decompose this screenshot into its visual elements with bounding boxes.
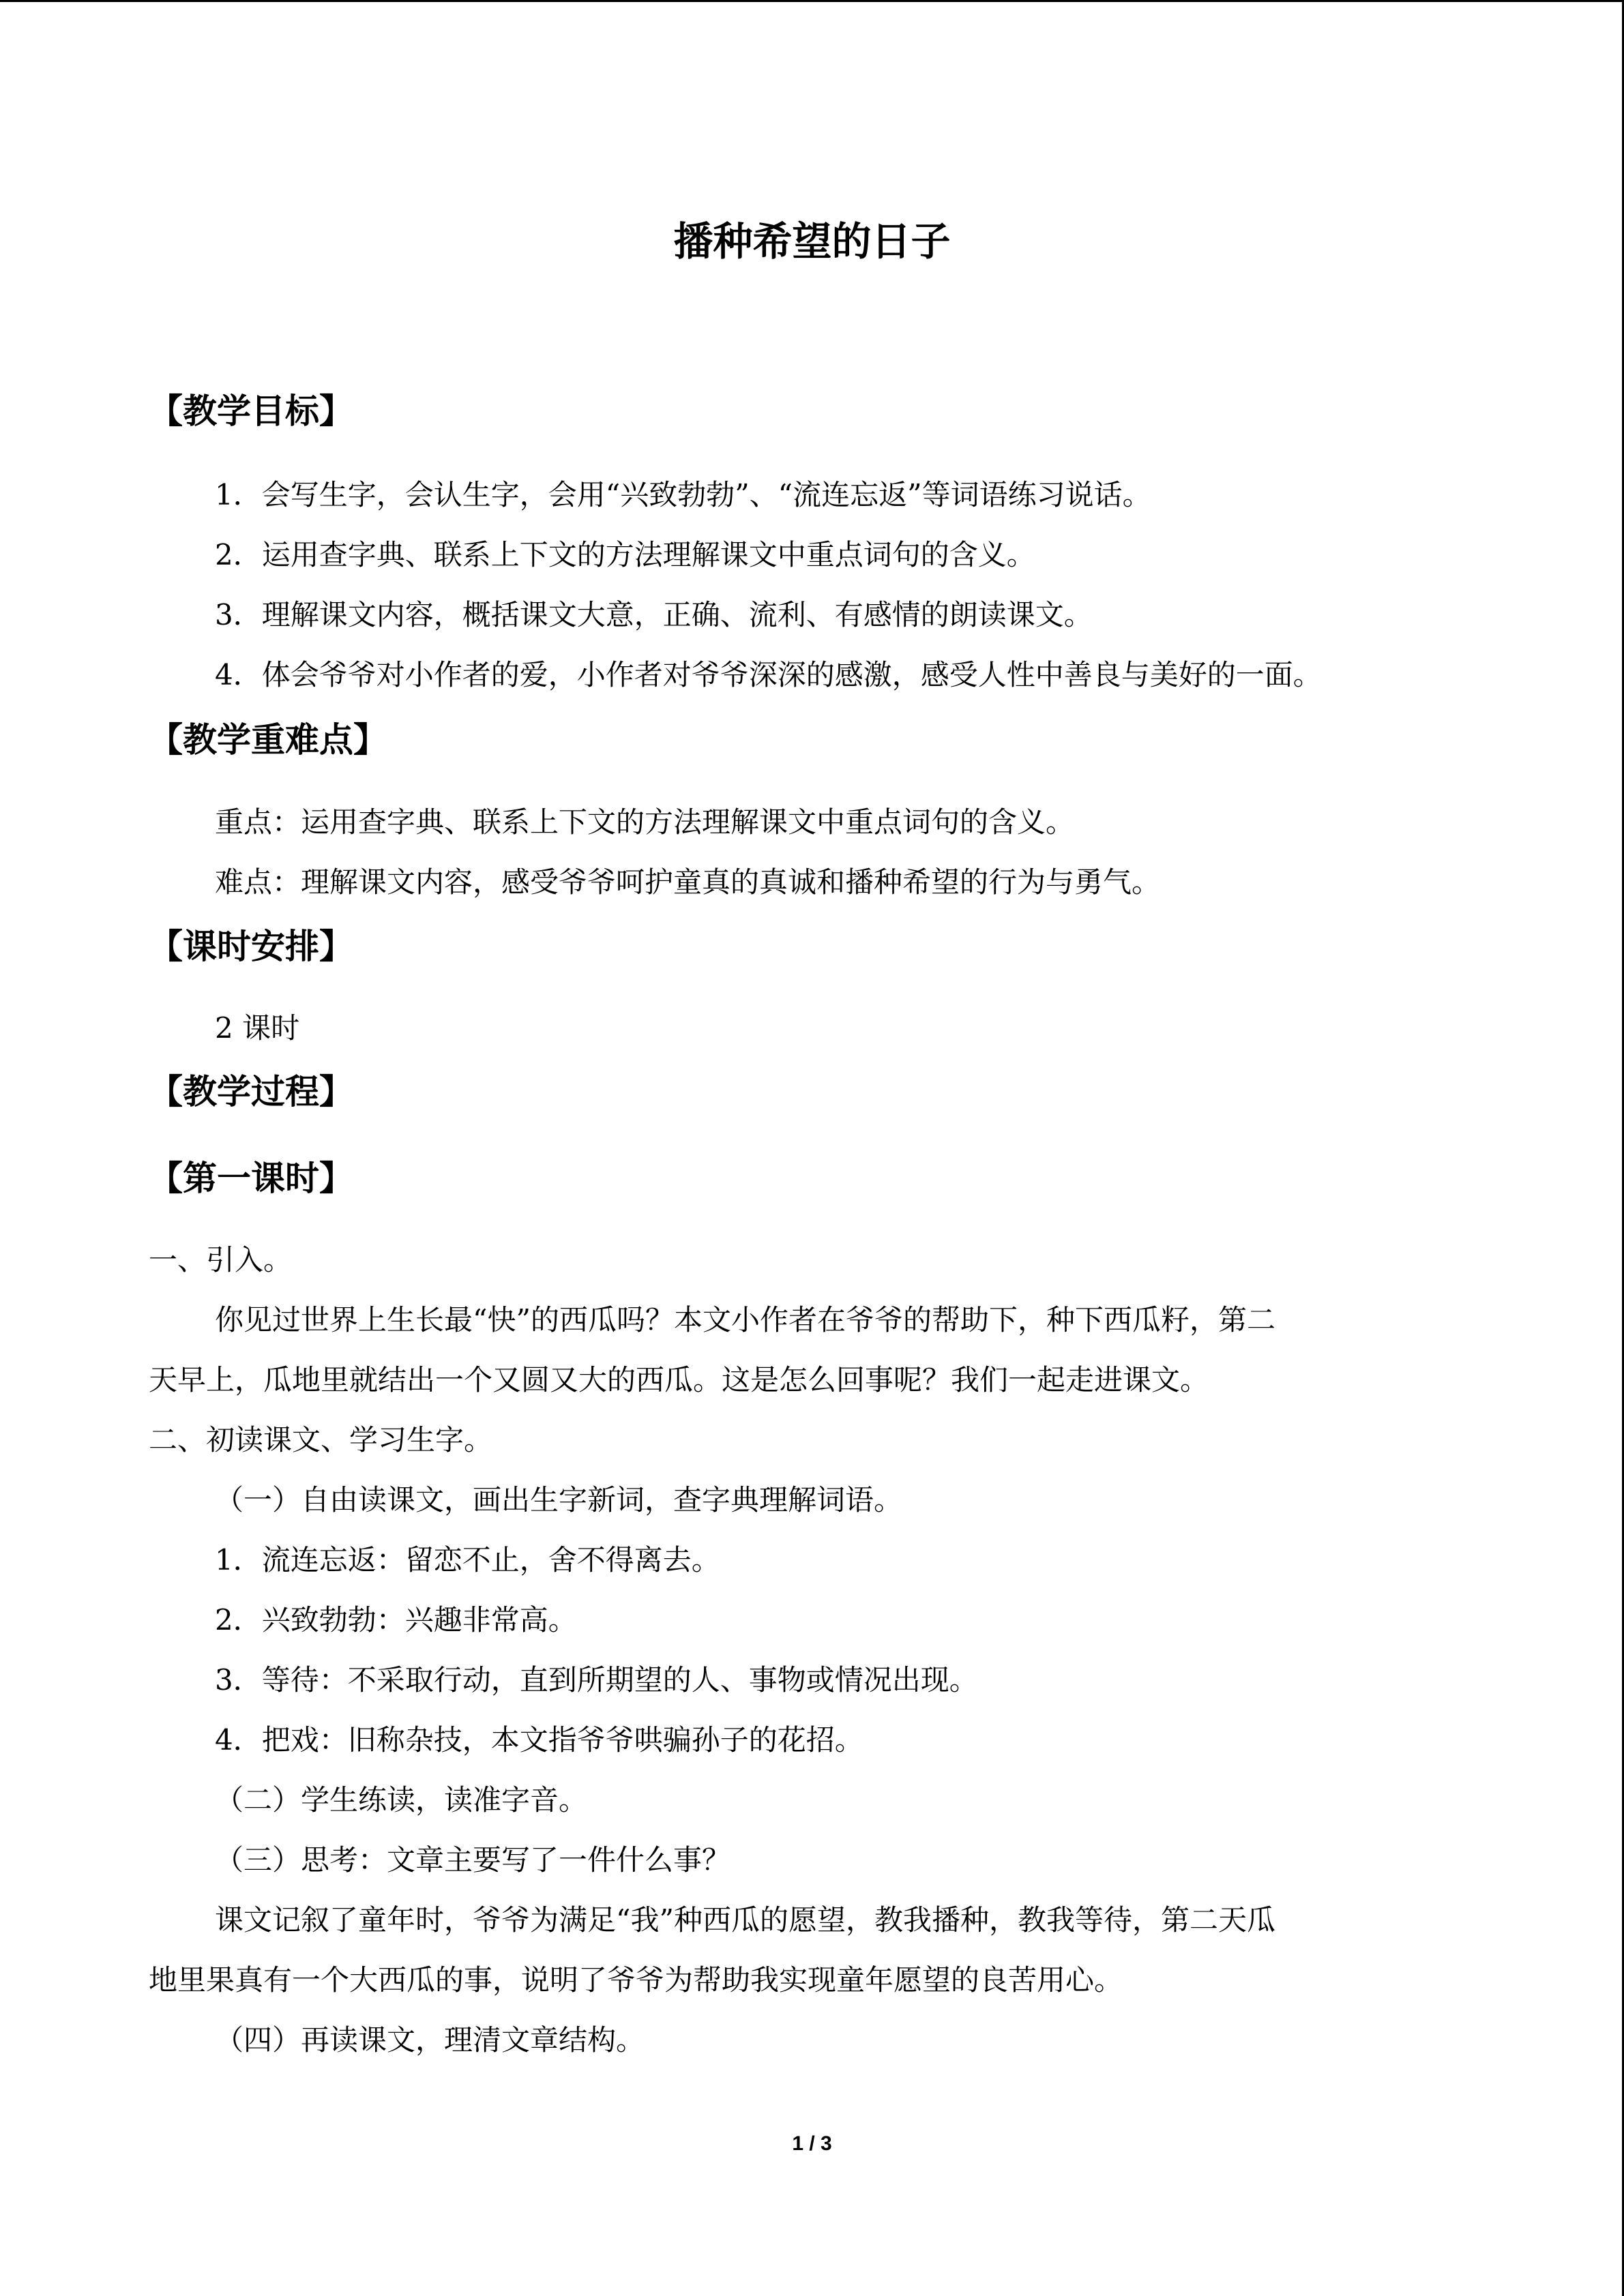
part-title: 一、引入。 (149, 1243, 293, 1277)
objective-item: 2．运用查字典、联系上下文的方法理解课文中重点词句的含义。 (215, 538, 1035, 571)
heading-schedule: 【课时安排】 (149, 927, 353, 966)
objective-item: 3．理解课文内容，概括课文大意，正确、流利、有感情的朗读课文。 (215, 598, 1093, 631)
step-line: （四）再读课文，理清文章结构。 (215, 2023, 645, 2057)
paragraph-line: 地里果真有一个大西瓜的事，说明了爷爷为帮助我实现童年愿望的良苦用心。 (149, 1963, 1123, 1997)
step-line: （二）学生练读，读准字音。 (215, 1783, 588, 1817)
document-title: 播种希望的日子 (673, 218, 951, 265)
part-title: 二、初读课文、学习生字。 (149, 1423, 493, 1457)
objective-item: 4．体会爷爷对小作者的爱，小作者对爷爷深深的感激，感受人性中善良与美好的一面。 (215, 658, 1322, 691)
heading-objectives: 【教学目标】 (149, 391, 353, 431)
vocab-item: 2．兴致勃勃：兴趣非常高。 (215, 1603, 577, 1637)
vocab-item: 4．把戏：旧称杂技，本文指爷爷哄骗孙子的花招。 (215, 1723, 863, 1757)
vocab-item: 3．等待：不采取行动，直到所期望的人、事物或情况出现。 (215, 1663, 978, 1697)
paragraph-line: 课文记叙了童年时，爷爷为满足“我”种西瓜的愿望，教我播种，教我等待，第二天瓜 (215, 1903, 1275, 1937)
step-line: （一）自由读课文，画出生字新词，查字典理解词语。 (215, 1483, 903, 1517)
key-point-focus: 重点：运用查字典、联系上下文的方法理解课文中重点词句的含义。 (215, 805, 1075, 839)
objective-item: 1．会写生字，会认生字，会用“兴致勃勃”、“流连忘返”等词语练习说话。 (215, 478, 1151, 511)
heading-lesson-one: 【第一课时】 (149, 1159, 353, 1198)
paragraph-line: 你见过世界上生长最“快”的西瓜吗？本文小作者在爷爷的帮助下，种下西瓜籽，第二 (215, 1303, 1275, 1337)
heading-key-points: 【教学重难点】 (149, 720, 387, 760)
page-number: 1 / 3 (792, 2132, 832, 2155)
key-point-difficulty: 难点：理解课文内容，感受爷爷呵护童真的真诚和播种希望的行为与勇气。 (215, 865, 1161, 899)
paragraph-line: 天早上，瓜地里就结出一个又圆又大的西瓜。这是怎么回事呢？我们一起走进课文。 (149, 1363, 1209, 1397)
schedule-text: 2 课时 (215, 1011, 300, 1045)
step-line: （三）思考：文章主要写了一件什么事？ (215, 1843, 731, 1877)
heading-process: 【教学过程】 (149, 1072, 353, 1112)
vocab-item: 1．流连忘返：留恋不止，舍不得离去。 (215, 1543, 720, 1577)
